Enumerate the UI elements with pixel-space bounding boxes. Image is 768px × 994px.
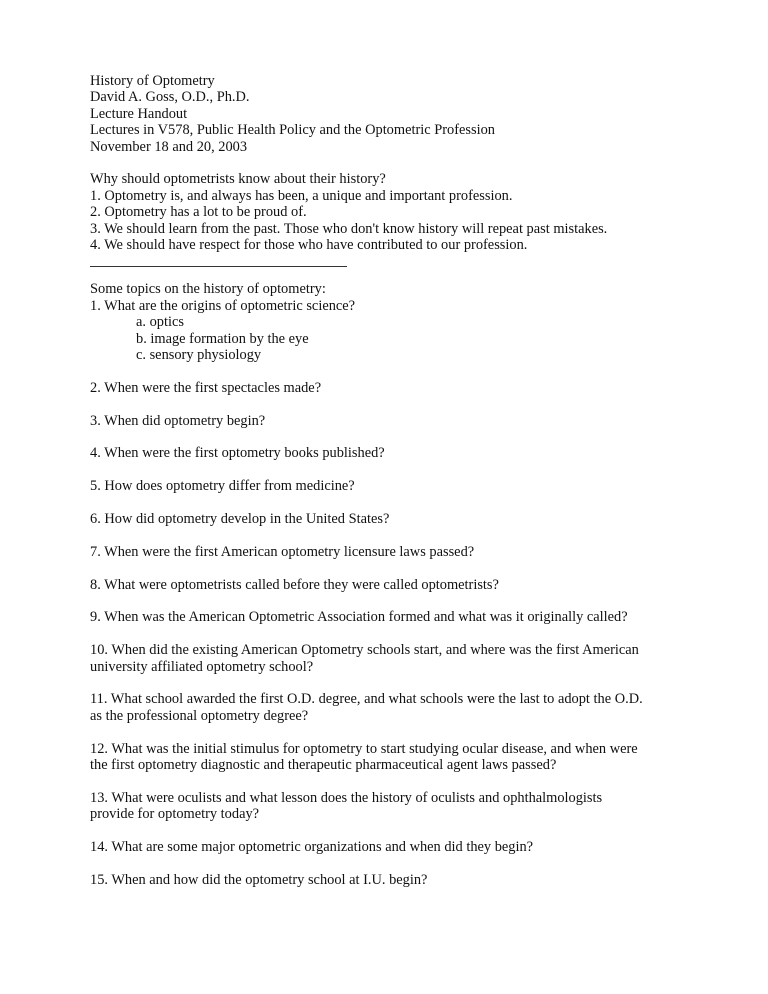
topic-question: [90, 839, 710, 855]
spacer: [90, 527, 710, 543]
course-line: Lectures in V578, Public Health Policy and the Optometric Profession: [90, 122, 495, 139]
why-point: 1. Optometry is, and always has been, a unique and important profession.: [90, 187, 513, 204]
why-question: Why should optometrists know about their history?: [90, 171, 386, 188]
topic-subitem: a. optics: [136, 314, 184, 331]
topic-question-line: 6. How did optometry develop in the United States?: [90, 511, 390, 528]
question-list: [90, 363, 710, 888]
why-point: 2. Optometry has a lot to be proud of.: [90, 204, 307, 221]
topic-question: [90, 478, 710, 494]
topic-question: [90, 445, 710, 461]
spacer: [90, 429, 710, 445]
spacer: [90, 363, 710, 379]
topic-question: [90, 741, 710, 774]
spacer: [90, 823, 710, 839]
topic-question-line: the first optometry diagnostic and therapeutic pharmaceutical agent laws passed?: [90, 757, 557, 774]
why-point: 3. We should learn from the past. Those who don't know history will repeat past mistakes.: [90, 220, 608, 237]
topic-question: 1. What are the origins of optometric science?: [90, 297, 356, 314]
topic-question-line: 10. When did the existing American Optometry schools start, and where was the first American: [90, 642, 639, 659]
topic-question-line: 15. When and how did the optometry school at I.U. begin?: [90, 871, 428, 888]
topic-question: [90, 544, 710, 560]
topic-question-line: 5. How does optometry differ from medicine?: [90, 478, 355, 495]
topic-question-line: 8. What were optometrists called before they were called optometrists?: [90, 576, 499, 593]
date-line: November 18 and 20, 2003: [90, 138, 248, 155]
spacer: [90, 626, 710, 642]
topic-question-line: 14. What are some major optometric organizations and when did they begin?: [90, 839, 534, 856]
spacer: [90, 462, 710, 478]
spacer: [90, 396, 710, 412]
topic-question: [90, 642, 710, 675]
spacer: [90, 495, 710, 511]
spacer: [90, 593, 710, 609]
topic-question-line: 3. When did optometry begin?: [90, 412, 266, 429]
spacer: [90, 269, 710, 281]
topic-question-line: 13. What were oculists and what lesson does the history of oculists and ophthalmologists: [90, 789, 603, 806]
spacer: [90, 155, 710, 171]
spacer: [90, 773, 710, 789]
topic-question: [90, 577, 710, 593]
lecture-handout-page: [90, 73, 710, 888]
spacer: [90, 724, 710, 740]
spacer: [90, 560, 710, 576]
document-title: History of Optometry: [90, 73, 215, 89]
topic-question-line: 4. When were the first optometry books published?: [90, 445, 385, 462]
topic-question-line: 2. When were the first spectacles made?: [90, 379, 322, 396]
topic-question: [90, 511, 710, 527]
topic-question-line: 7. When were the first American optometry licensure laws passed?: [90, 543, 475, 560]
topic-question-line: 11. What school awarded the first O.D. degree, and what schools were the last to adopt the O.D.: [90, 691, 643, 708]
horizontal-rule: [90, 266, 347, 267]
spacer: [90, 675, 710, 691]
topics-intro: Some topics on the history of optometry:: [90, 281, 326, 298]
topic-subitem: c. sensory physiology: [136, 347, 262, 364]
author-line: David A. Goss, O.D., Ph.D.: [90, 89, 250, 106]
topic-question-line: 9. When was the American Optometric Association formed and what was it originally called?: [90, 609, 628, 626]
topic-question-line: university affiliated optometry school?: [90, 658, 314, 675]
document-type: Lecture Handout: [90, 105, 188, 122]
topic-question: [90, 790, 710, 823]
why-point: 4. We should have respect for those who have contributed to our profession.: [90, 237, 528, 254]
topic-question-line: provide for optometry today?: [90, 806, 260, 823]
topic-question-line: as the professional optometry degree?: [90, 707, 309, 724]
topic-question: [90, 872, 710, 888]
topic-question: [90, 380, 710, 396]
topic-question: [90, 691, 710, 724]
topic-question: [90, 413, 710, 429]
topic-question: [90, 609, 710, 625]
topic-question-line: 12. What was the initial stimulus for optometry to start studying ocular disease, and when were: [90, 740, 638, 757]
spacer: [90, 855, 710, 871]
topic-subitem: b. image formation by the eye: [136, 330, 309, 347]
